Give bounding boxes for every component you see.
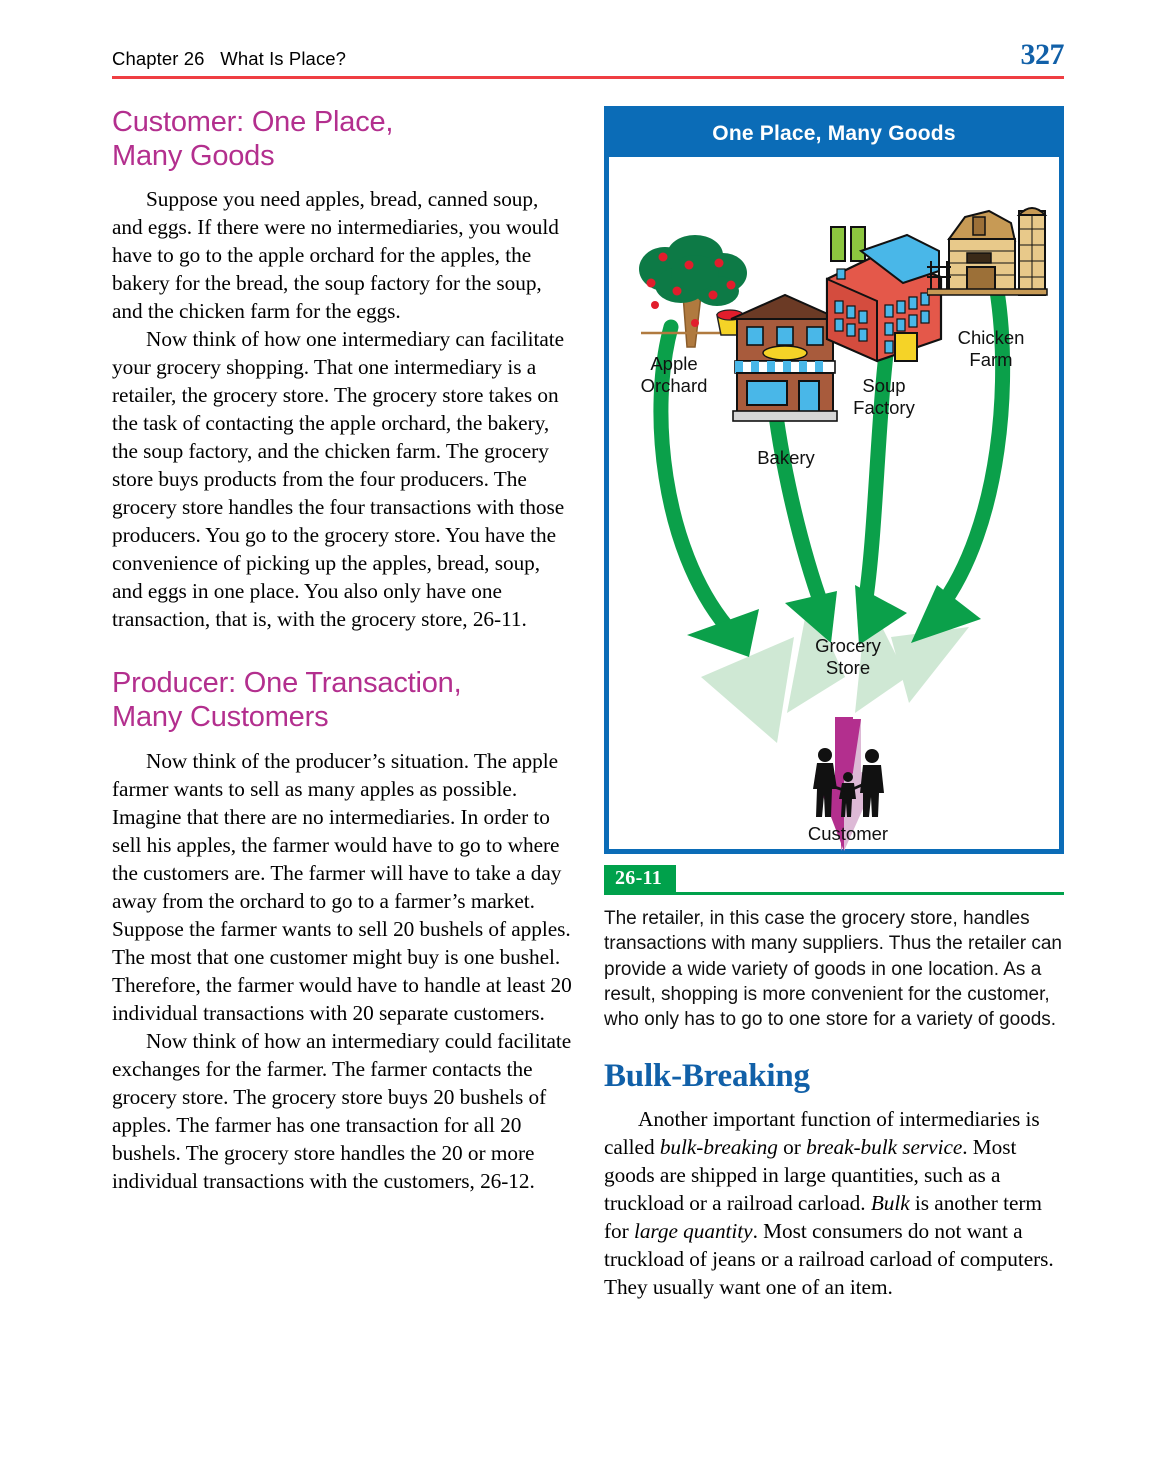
body-text-run: . Most consumers do not want a truckload of jeans or a railroad carload of computers. They usually want one of an item.	[604, 1219, 1054, 1300]
body-text-run: or	[777, 1135, 807, 1160]
figure-caption-block	[604, 865, 1064, 1032]
figure-canvas	[609, 157, 1059, 853]
italic-term: Bulk	[870, 1191, 910, 1216]
right-column	[604, 106, 1066, 1301]
heading-customer-one-place: Customer: One Place, Many Goods	[112, 106, 394, 172]
label-chicken-farm: Chicken Farm	[957, 327, 1025, 371]
paragraph-suppose-you-need: Suppose you need apples, bread, canned soup, and eggs. If there were no intermediaries, you would have to go to the apple orchard for the apples, the bakery for the bread, the soup factory for the soup, and the chicken farm for the eggs.	[112, 187, 559, 324]
label-grocery-store: Grocery Store	[815, 635, 881, 679]
chicken-farm-illustration	[927, 201, 1049, 323]
figure-number-row	[604, 865, 1064, 895]
label-apple-orchard: Apple Orchard	[640, 353, 708, 397]
italic-term: break-bulk service	[806, 1135, 963, 1160]
customer-family-illustration	[805, 747, 891, 821]
chapter-title: Chapter 26 What Is Place?	[112, 48, 347, 69]
italic-term: bulk-breaking	[659, 1135, 778, 1160]
header-rule	[112, 76, 1064, 79]
body-text-run: . Most goods are shipped in large quantities, such as a truckload or a railroad carload.	[604, 1135, 1017, 1216]
left-column	[112, 106, 572, 1195]
page-number: 327	[1020, 38, 1064, 71]
body-text-run: Another important function of intermediaries is called	[604, 1107, 1040, 1160]
figure-caption-text: The retailer, in this case the grocery store, handles transactions with many suppliers. Thus the retailer can provide a wide variety of goods in one location. As a result, shopping is more convenient for the customer, who only has to go to one store for a variety of goods.	[604, 908, 1062, 1031]
label-customer: Customer	[807, 823, 889, 844]
figure-title: One Place, Many Goods	[609, 111, 1059, 157]
paragraph-now-think-intermediary: Now think of how one intermediary can facilitate your grocery shopping. That one intermediary is a retailer, the grocery store. The grocery store takes on the task of contacting the apple orchard, the bakery, the soup factory, and the chicken farm. The grocery store buys products from the four producers. The grocery store handles the four transactions with those producers. You go to the grocery store. You have the convenience of picking up the apples, bread, soup, and eggs in one place. You also only have one transaction, that is, with the grocery store, 26-11.	[112, 327, 565, 632]
figure-number-badge: 26-11	[604, 865, 676, 893]
body-text-run: is another term for	[604, 1191, 1042, 1244]
label-bakery: Bakery	[757, 447, 815, 468]
paragraph-producers-situation: Now think of the producer’s situation. The apple farmer wants to sell as many apples as possible. Imagine that there are no intermediaries. In order to sell his apples, the farmer would have to go to where the customers are. The farmer will have to take a day away from the orchard to go to a farmer’s market. Suppose the farmer wants to sell 20 bushels of apples. The most that one customer might buy is one bushel. Therefore, the farmer would have to handle at least 20 individual transactions with 20 separate customers.	[112, 748, 572, 1025]
paragraph-bulk-breaking	[604, 1105, 1066, 1301]
heading-producer-one-transaction: Producer: One Transaction, Many Customers	[112, 667, 462, 733]
figure-26-11	[604, 106, 1064, 854]
running-head	[112, 38, 1064, 80]
label-soup-factory: Soup Factory	[853, 375, 915, 419]
caption-rule	[604, 892, 1064, 895]
heading-bulk-breaking: Bulk-Breaking	[604, 1058, 810, 1095]
italic-term: large quantity	[633, 1219, 753, 1244]
paragraph-intermediary-exchanges: Now think of how an intermediary could facilitate exchanges for the farmer. The farmer contacts the grocery store. The grocery store buys 20 bushels of apples. The farmer has one transaction for all 20 bushels. The grocery store handles the 20 or more individual transactions with the customers, 26-12.	[112, 1028, 572, 1193]
